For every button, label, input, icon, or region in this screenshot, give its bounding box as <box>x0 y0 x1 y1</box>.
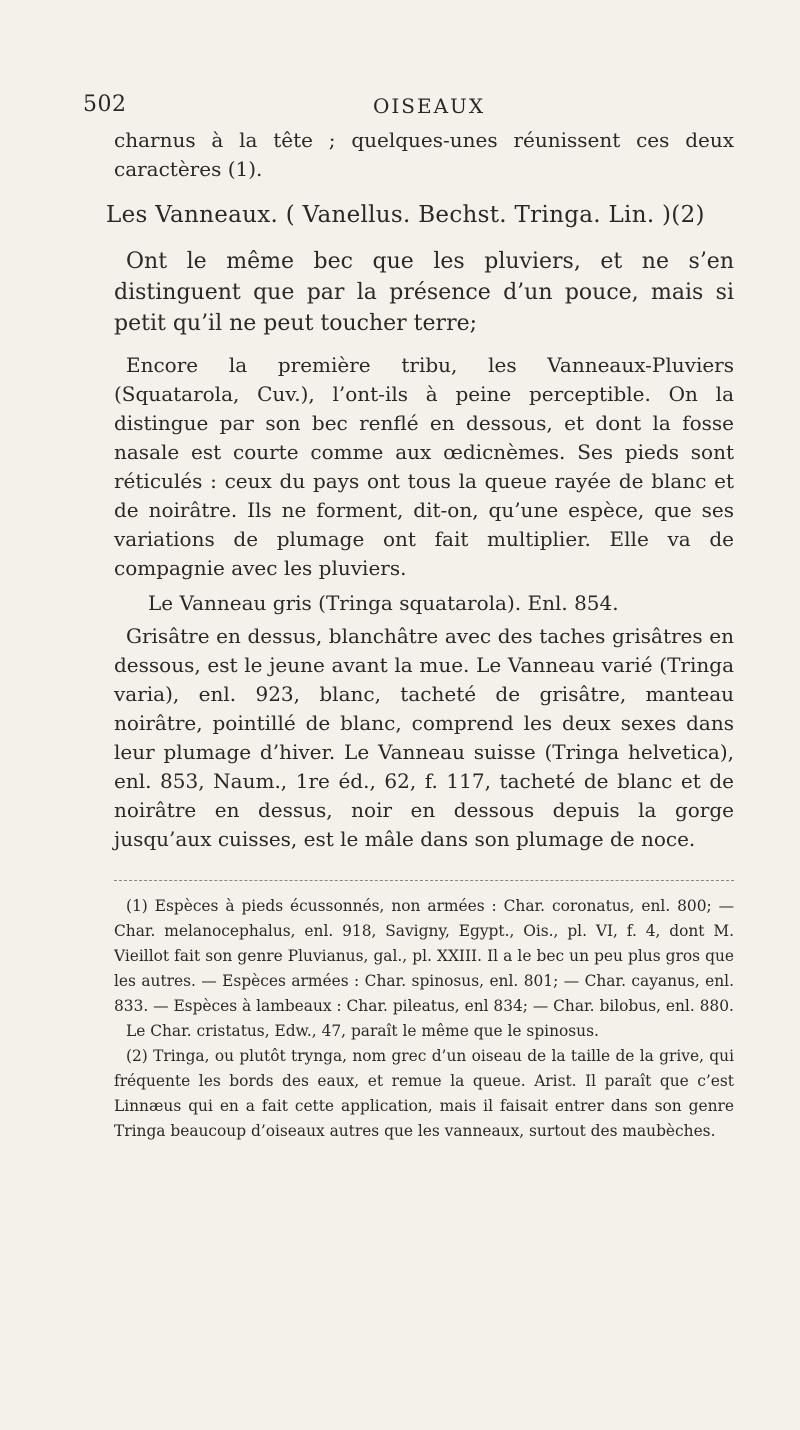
footnote-1b: Le Char. cristatus, Edw., 47, paraît le même que le spinosus. <box>126 1022 599 1040</box>
footnotes <box>114 894 734 1144</box>
lead-paragraph: Ont le même bec que les pluviers, et ne s’en distinguent que par la présence d’un pouce, mais si petit qu’il ne peut toucher terre; <box>114 249 734 336</box>
section-title: Les Vanneaux. ( Vanellus. Bechst. Tringa. Lin. )(2) <box>106 202 705 228</box>
paragraph-2: Grisâtre en dessus, blanchâtre avec des taches grisâtres en dessous, est le jeune avant la mue. Le Vanneau varié (Tringa varia), enl. 923, blanc, tacheté de grisâtre, manteau noirâtre, pointillé de blanc, comprend les deux sexes dans leur plumage d’hiver. Le Vanneau suisse (Tringa helvetica), enl. 853, Naum., 1re éd., 62, f. 117, tacheté de blanc et de noirâtre en dessus, noir en dessous depuis la gorge jusqu’aux cuisses, est le mâle dans son plumage de noce. <box>114 624 734 851</box>
footnote-2: (2) Tringa, ou plutôt trynga, nom grec d’un oiseau de la taille de la grive, qui fréquente les bords des eaux, et remue la queue. Arist. Il paraît que c’est Linnæus qui en a fait cette application, mais il faisait entrer dans son genre Tringa beaucoup d’oiseaux autres que les vanneaux, surtout des maubèches. <box>114 1047 734 1140</box>
footnote-1: (1) Espèces à pieds écussonnés, non armées : Char. coronatus, enl. 800; — Char. melanocephalus, enl. 918, Savigny, Egypt., Ois., pl. VI, f. 4, dont M. Vieillot fait son genre Pluvianus, gal., pl. XXIII. Il a le bec un peu plus gros que les autres. — Espèces armées : Char. spinosus, enl. 801; — Char. cayanus, enl. 833. — Espèces à lambeaux : Char. pileatus, enl 834; — Char. bilobus, enl. 880. <box>114 897 734 1015</box>
running-head: OISEAUX <box>373 94 486 118</box>
continuation-paragraph: charnus à la tête ; quelques-unes réunissent ces deux caractères (1). <box>114 128 734 181</box>
species-heading: Le Vanneau gris (Tringa squatarola). Enl. 854. <box>148 591 619 615</box>
paragraph-1: Encore la première tribu, les Vanneaux-Pluviers (Squatarola, Cuv.), l’ont-ils à peine perceptible. On la distingue par son bec renflé en dessous, et dont la fosse nasale est courte comme aux œdicnèmes. Ses pieds sont réticulés : ceux du pays ont tous la queue rayée de blanc et de noirâtre. Ils ne forment, dit-on, qu’une espèce, que ses variations de plumage ont fait multiplier. Elle va de compagnie avec les pluviers. <box>114 353 734 580</box>
footnote-divider <box>114 880 734 882</box>
page-number: 502 <box>83 92 127 117</box>
page-header <box>83 92 733 120</box>
main-text <box>106 126 734 1144</box>
